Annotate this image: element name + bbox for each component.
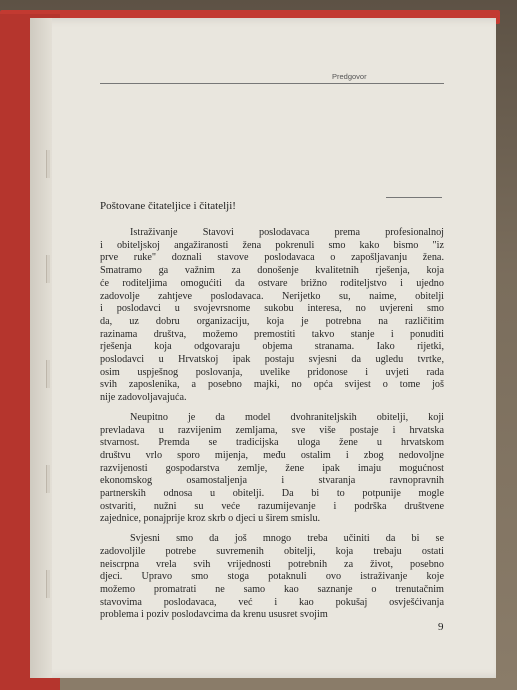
text-line: zadovoljile potrebe suvremenih obitelji, koja trebaju ostati [100,545,444,557]
text-line: Smatramo ga važnim za donošenje kvalitetnih rješenja, koja [100,265,444,277]
running-header: Predgovor [332,72,367,81]
header-rule [100,83,444,84]
text-line: i obiteljskoj angažiranosti žena pokrenuli smo kako bismo "iz [100,239,444,251]
text-line: razvijenosti gospodarstva zemlje, žene ipak imaju mogućnost [100,462,444,474]
paragraph [100,412,444,526]
text-line: nije zadovoljavajuća. [100,392,187,404]
binding-stitch [46,465,50,493]
salutation: Poštovane čitateljice i čitatelji! [100,200,236,212]
body-text [100,227,444,629]
text-line: rješenja koja odgovaraju objema stranama. Iako rijetki, [100,341,444,353]
text-line: partnerskih odnosa u obitelji. Da bi to potpunije mogle [100,488,444,500]
section-rule [386,197,442,198]
text-line: problema i poziv poslodavcima da krenu ususret svojim [100,609,328,621]
binding-stitch [46,570,50,598]
text-line: prve ruke" doznali stavove poslodavaca o zapošljavanju žena. [100,252,444,264]
text-line: stvarnost. Premda se tradicijska uloga žene u hrvatskom [100,437,444,449]
text-line: prevladava u razvijenim zemljama, sve više postaje i hrvatska [100,424,444,436]
text-line: Neupitno je da model dvohraniteljskih obitelji, koji [130,411,444,423]
text-line: ekonomskog osamostaljenja i stvaranja ravnopravnih [100,475,444,487]
text-line: svih zaposlenika, a posebno majki, no opća svijest o tome još [100,379,444,391]
text-line: neiscrpna vrela svih vrijednosti potrebnih za život, posebno [100,558,444,570]
paragraph [100,227,444,405]
text-line: Istraživanje Stavovi poslodavaca prema profesionalnoj [130,227,444,238]
text-line: ostvariti, nužni su veće razumijevanje i podrška društvene [100,500,444,512]
text-line: razinama društva, možemo premostiti takvo stanje i ponuditi [100,328,444,340]
text-line: djeci. Upravo smo stoga potaknuli ovo istraživanje koje [100,571,444,583]
text-line: društvu vrlo sporo mijenja, među ostalim i zbog nedovoljne [100,449,444,461]
binding-stitch [46,150,50,178]
text-line: osim uspješnog poslovanja, uvelike pridonose i uvjeti rada [100,366,444,378]
text-line: Svjesni smo da još mnogo treba učiniti da bi se [130,533,444,545]
text-line: poslodavci u Hrvatskoj ipak postaju svjesni da ugledu tvrtke, [100,354,444,366]
text-line: zajednice, ponajprije kroz skrb o djeci u širem smislu. [100,513,321,525]
text-line: će roditeljima omogućiti da ostvare brižno roditeljstvo i ujedno [100,277,444,289]
binding-stitch [46,255,50,283]
text-line: možemo promatrati ne samo kao saznanje o trenutačnim [100,583,444,595]
page-number: 9 [438,621,444,633]
binding-stitch [46,360,50,388]
text-line: i poslodavci u svojevrsnome sukobu interesa, no uvjereni smo [100,303,444,315]
text-line: stavovima poslodavaca, već i kao pokušaj osvješćivanja [100,596,444,608]
text-line: zadovolje zahtjeve poslodavaca. Nerijetko su, naime, obitelji [100,290,444,302]
paragraph [100,533,444,622]
text-line: da, uz dobru organizaciju, koja je potrebna na različitim [100,315,444,327]
